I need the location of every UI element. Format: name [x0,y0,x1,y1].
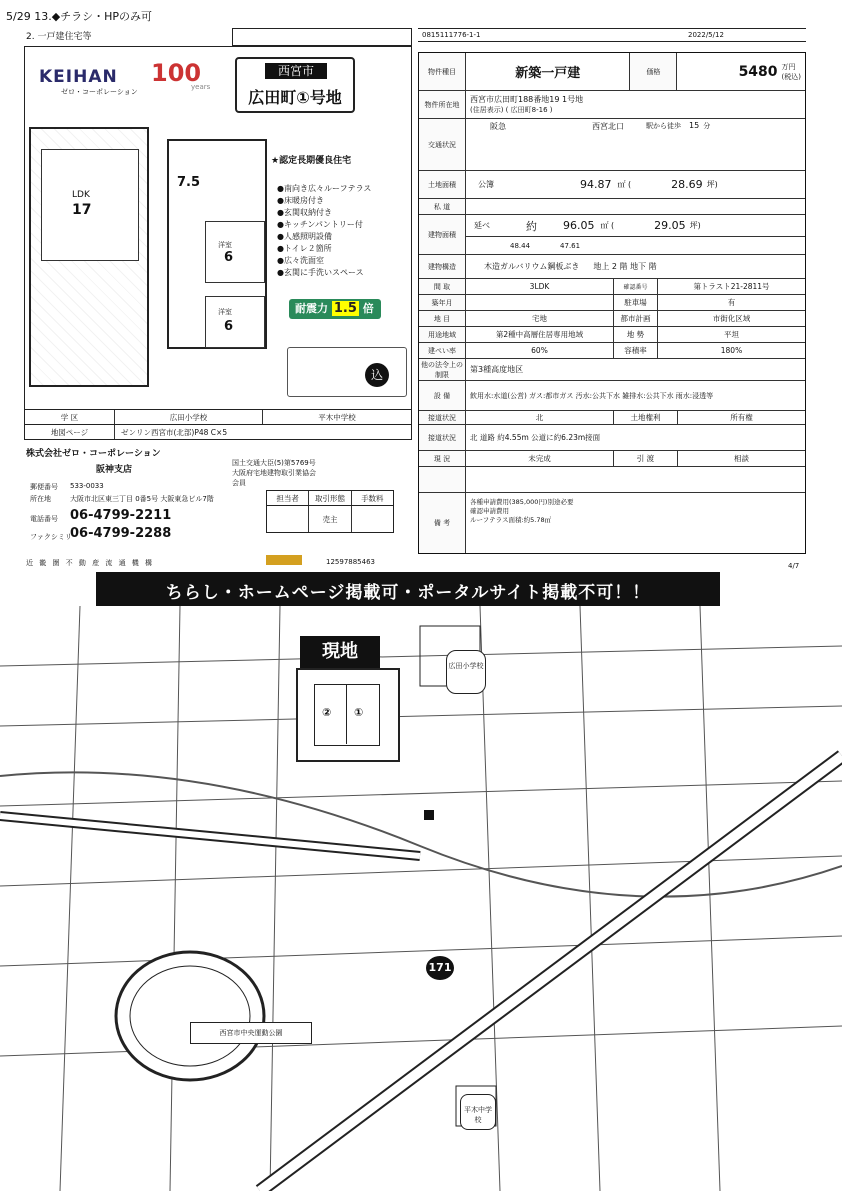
assoc-name: 大阪府宅地建物取引業協会 [232,469,316,477]
delivery-value: 相談 [734,454,749,463]
price-tax: (税込) [781,72,801,81]
floor2-area: 47.61 [560,241,581,250]
tel-label: 電話番号 [30,515,58,523]
feature-item: ●玄関に手洗いスペース [277,268,364,277]
other-law-value: 第3種高度地区 [470,365,524,374]
terrain-value: 平坦 [724,330,739,339]
floor-tsubo: 29.05 [654,219,686,233]
lot-2-label: ② [322,706,332,719]
land-tsubo: 28.69 [671,178,703,191]
private-road-label: 私 道 [419,199,466,214]
type-label: 物件種目 [419,53,466,90]
landcat-label: 地 目 [419,311,466,326]
feature-item: ●床暖房付き [277,196,324,205]
room-mid-name: 洋室 [218,241,232,249]
structure-label: 建物構造 [419,255,466,278]
ldk-size: 17 [72,202,92,218]
land-label: 土地面積 [419,171,466,198]
floor-m2: 96.05 [563,219,595,233]
transport-station: 西宮北口 [592,122,624,131]
map-page-label: 地図ページ [25,425,115,439]
floor1-area: 48.44 [510,241,531,250]
postal-code: 533-0033 [70,482,104,490]
col-fee: 手数料 [361,493,384,503]
feature-item: ●広々洗面室 [277,256,324,265]
footer-org: 近 畿 圏 不 動 産 流 通 機 構 [26,559,155,567]
col-staff: 担当者 [267,491,309,505]
site-plot [296,668,400,762]
route-171-icon: 171 [426,956,454,980]
transport-line: 阪急 [490,122,506,131]
remark-1: 各種申請費用(385,000円)別途必要 [470,498,574,506]
road-status-label: 接道状況 [419,411,466,424]
road-label-2: 接道状況 [419,425,466,450]
remarks-label: 備 考 [419,493,466,553]
walk-label: 駅から徒歩 [646,122,681,130]
property-code: 0815111776-1-1 [422,31,481,39]
far-value: 180% [720,346,743,355]
floor-approx: 約 [526,219,537,233]
land-m2: 94.87 [580,178,612,191]
landcat-value: 宅地 [466,311,614,326]
floor-total-label: 延べ [474,221,490,231]
fax-label: ファクシミリ [30,533,72,541]
keihan-logo: KEIHAN [39,67,118,87]
postal-label: 郵便番号 [30,483,58,491]
map-streets [0,606,842,1191]
status-value: 未完成 [466,451,614,466]
agent-branch: 阪神支店 [96,465,133,475]
cert-label: ★認定長期優良住宅 [271,156,352,166]
feature-item: ●南向き広々ルーフテラス [277,184,372,193]
school-table [24,410,412,440]
lot-1-label: ① [354,706,364,719]
facility-value: 飲用水:水道(公営) ガス:都市ガス 汚水:公共下水 雑排水:公共下水 雨水:浸透等 [470,391,714,400]
far-label: 容積率 [614,343,658,358]
site-label: 現地 [300,636,380,668]
location-label: 物件所在地 [419,91,466,118]
assoc-member: 会員 [232,479,246,487]
fee-cell [352,506,393,532]
feature-item: ●トイレ２箇所 [277,244,332,253]
plan-label: 都市計画 [614,311,658,326]
header-box [232,28,412,46]
bcr-value: 60% [466,343,614,358]
school-2-label: 平木中学校 [460,1094,496,1130]
room-low [205,296,265,348]
road-value: 北 道路 約4.55m 公道に約6.23m接面 [470,433,601,442]
bcr-label: 建ぺい率 [419,343,466,358]
header-strip [418,28,806,42]
agent-company: 株式会社ゼロ・コーポレーション [26,449,161,459]
transport-label: 交通状況 [419,119,466,170]
property-type: 新築一戸建 [466,53,630,90]
parking-value: 有 [727,298,736,307]
header-note: 5/29 13.◆チラシ・HPのみ可 [6,10,153,23]
spec-table: 物件種目 新築一戸建 価格 5480 万円 (税込) 物件所在地 西宮市広田町188番地19 1号地 (住居表示) ( 広田町8-16 ) 交通状況 阪急 西宮北口 駅から徒歩 15 分 土地面積 公簿 94.87 ㎡ ( 28.69 坪) 私 道 建物面積 延べ 約 96.05 ㎡ ( 29.05 坪) 48.44 47.61 建物構造 木造ガルバリウム鋼板ぶき 地上 2 階 地下 階 間 取 3LDK 確認番号 第トラスト21-2811号 築年月 駐車場 有 地 目 宅地 都市計画 市街化区域 用途地域 第2種中高層住居専用地域 地 勢 平坦 建ぺい率 60% 容積率 180% 他の法令上の制限 第3種高度地区 設 備 飲用水:水道(公営) ガス:都市ガス 汚水:公共下水 雑排水:公共下水 雨水:浸透等 接道状況 北 土地権利 所有権 接道状況 北 道路 約4.55m 公道に約6.23m接面 現 況 未完成 引 渡 相談 備 考 各種申請費用(385,000円)別途必要 確認申請費用 ルーフテラス面積:約5.78㎡ [418,52,806,554]
delivery-label: 引 渡 [614,451,678,466]
school-1-label: 広田小学校 [446,650,486,694]
category-label: 2. 一戸建住宅等 [26,32,92,42]
room-mid-size: 6 [224,250,234,265]
parking-label: 駐車場 [614,295,658,310]
flyer-panel [24,46,412,410]
lot-title: 広田町①号地 [248,88,342,107]
address-label: 所在地 [30,495,51,503]
rights-label: 土地権利 [614,411,678,424]
blank-label [419,467,466,492]
remark-2: 確認申請費用 [470,507,509,515]
road-direction: 北 [466,411,614,424]
other-law-label: 他の法令上の制限 [419,359,466,380]
map-page-ref: ゼンリン西宮市(北部)P48 C×5 [121,427,228,437]
page-number: 4/7 [788,562,800,570]
floor-count: 地上 2 階 地下 階 [593,262,657,271]
company-sub: ゼロ・コーポレーション [61,88,138,96]
land-type: 公簿 [478,180,494,189]
walk-minutes: 15 [689,121,700,130]
terrain-label: 地 勢 [614,327,658,342]
ldk-label: LDK [72,190,90,200]
building-label: 建物面積 [419,215,466,254]
col-deal: 取引形態 [309,491,351,505]
price-unit: 万円 [781,62,796,71]
lot-divider [346,684,347,744]
rights-value: 所有権 [730,413,753,422]
zoning-label: 用途地域 [419,327,466,342]
built-label: 築年月 [419,295,466,310]
seismic-label: 耐震力 [295,302,328,315]
structure-value: 木造ガルバリウム鋼板ぶき [484,262,580,271]
title-box [235,57,355,113]
room-top-size: 7.5 [177,175,201,190]
price-label: 価格 [630,53,677,90]
feature-item: ●キッチンパントリー付 [277,220,363,229]
floorplan-2f [167,139,267,349]
agent-deal-table [266,490,394,533]
license-no: 国土交通大臣(5)第5769号 [232,459,316,467]
agent-address: 大阪市北区東三丁目 0番5号 大阪東急ビル7階 [70,495,214,503]
status-label: 現 況 [419,451,466,466]
school-elementary: 広田小学校 [115,410,263,424]
publication-banner: ちらし・ホームページ掲載可・ポータルサイト掲載不可！！ [96,572,720,614]
room-low-name: 洋室 [218,308,232,316]
location-map [0,606,842,1191]
room-low-size: 6 [224,319,234,334]
staff-cell [267,506,309,532]
print-date: 2022/5/12 [688,31,724,39]
legend-box [287,347,407,397]
walk-unit: 分 [703,122,711,130]
confirm-value: 第トラスト21-2811号 [693,282,770,291]
tax-included-icon: 込 [365,363,389,387]
ldk-room [41,149,139,261]
zoning-value: 第2種中高層住居専用地域 [466,327,614,342]
school-label: 学 区 [25,410,115,424]
feature-item: ●玄関収納付き [277,208,332,217]
seismic-value: 1.5 [333,301,357,316]
agent-fax: 06-4799-2288 [70,526,172,541]
anniversary-sub: years [191,83,211,91]
layout-label: 間 取 [419,279,466,294]
floorplan-1f [29,127,149,387]
built-value [466,295,614,310]
room-mid [205,221,265,283]
footer-badge [266,555,302,565]
city-label: 西宮市 [265,63,327,79]
feature-item: ●人感照明設備 [277,232,332,241]
school-junior: 平木中学校 [318,412,356,422]
location-value: 西宮市広田町188番地19 1号地 [470,95,584,104]
price-value: 5480 [738,63,778,80]
remark-3: ルーフテラス面積:約5.78㎡ [470,516,552,524]
location-note: (住居表示) ( 広田町8-16 ) [470,106,553,114]
confirm-label: 確認番号 [614,279,658,294]
plan-value: 市街化区域 [712,314,751,323]
seismic-badge [289,299,381,319]
facility-label: 設 備 [419,381,466,410]
feature-list [277,183,407,279]
agent-tel: 06-4799-2211 [70,508,172,523]
seismic-unit: 倍 [362,302,374,315]
anniversary-logo: 100 [151,59,202,87]
layout-value: 3LDK [466,279,614,294]
footer-number: 12597885463 [326,558,375,566]
park-label: 西宮市中央運動公園 [190,1022,312,1044]
deal-type: 売主 [309,506,351,532]
